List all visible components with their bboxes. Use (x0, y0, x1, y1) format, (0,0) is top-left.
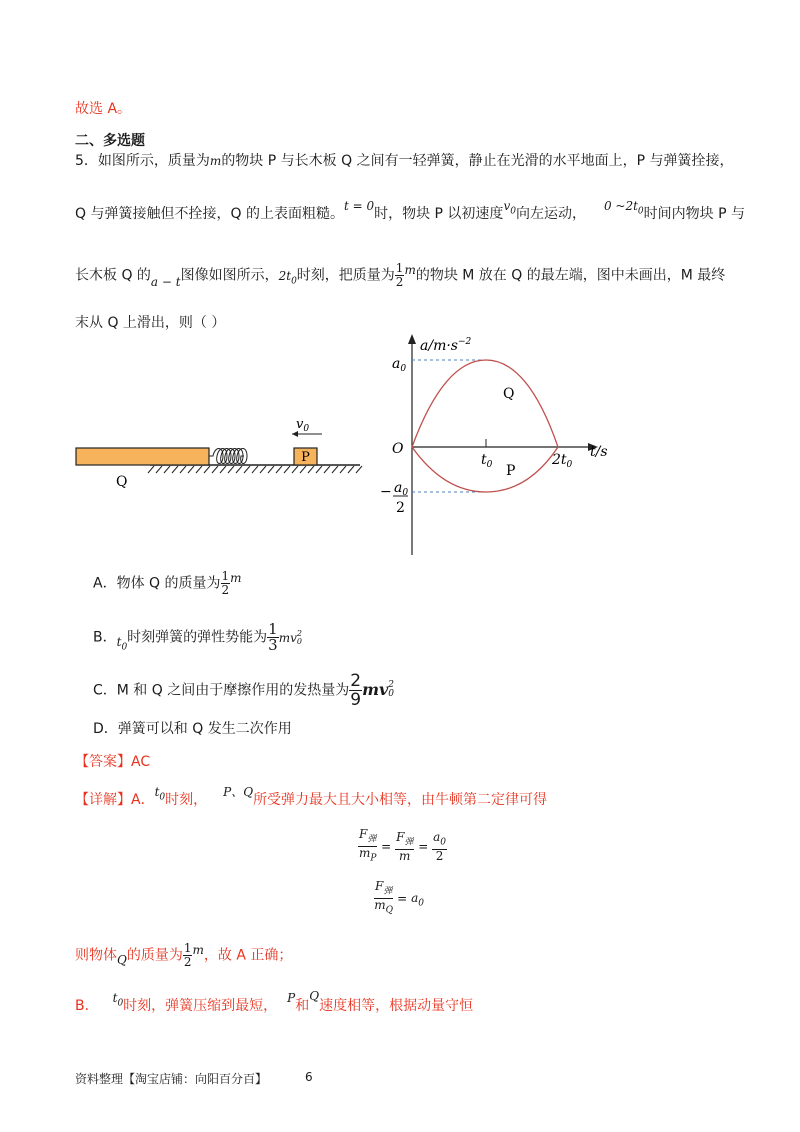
2t0-label: $2t_0$ (552, 452, 573, 470)
spring (209, 449, 247, 464)
a0-label: $a_0$ (392, 356, 407, 374)
page-number: 6 (305, 1070, 313, 1084)
footer-text: 资料整理【淘宝店铺：向阳百分百】 (75, 1072, 268, 1086)
board-q-label: Q (116, 474, 128, 490)
y-axis-label: $a/m\cdot s^{-2}$ (420, 337, 472, 354)
question-line-2: Q 与弹簧接触但不拴接，Q 的上表面粗糙。t = 0时，物块 P 以初速度$v_0$向左运动， 0 $\sim 2t_0$时间内物块 P 与 (75, 199, 745, 222)
q-curve (412, 360, 558, 447)
equation-1: $\frac{F_弹}{m_P}$ = $\frac{F_弹}{m}$ = $\frac{a_0}{2}$ (358, 827, 447, 864)
t0-label: $t_0$ (481, 452, 493, 470)
detail-a: 【详解】A．$t_0$时刻， P、Q所受弹力最大且大小相等，由牛顿第二定律可得 (75, 785, 548, 808)
t-axis-label: t/s (590, 444, 608, 460)
question-line-4: 末从 Q 上滑出，则（ ） (75, 315, 226, 331)
p-curve-label: P (506, 463, 516, 479)
q-curve-label: Q (503, 386, 515, 402)
detail-b: B． $t_0$时刻，弹簧压缩到最短， P和Q速度相等，根据动量守恒 (75, 989, 474, 1014)
option-d: D．弹簧可以和 Q 发生二次作用 (93, 721, 292, 737)
section-title: 二、多选题 (75, 133, 145, 149)
board-q (76, 448, 209, 465)
a-t-graph (370, 330, 630, 555)
origin-label: O (392, 441, 404, 457)
option-b: B．$t_0$时刻弹簧的弹性势能为 $\frac{1}{3}$ mv 2 0 (93, 620, 302, 654)
neg-a0-denominator: 2 (396, 500, 405, 516)
equation-2: $\frac{F_弹}{m_Q}$ = $a_0$ (374, 879, 424, 916)
ground-hatching (148, 466, 362, 473)
option-c: C．M 和 Q 之间由于摩擦作用的发热量为 $\frac{2}{9}$ mv 2 0 (93, 671, 395, 710)
question-line-1: 5．如图所示，质量为m的物块 P 与长木板 Q 之间有一轻弹簧，静止在光滑的水平地面上，P 与弹簧拴接， (75, 153, 734, 169)
answer: 【答案】AC (75, 754, 151, 770)
spring-block-figure (70, 410, 370, 490)
neg-sign: − (380, 484, 392, 500)
option-a: A．物体 Q 的质量为 $\frac{1}{2}$ m (93, 569, 242, 597)
previous-answer: 故选 A。 (75, 101, 132, 117)
conclusion-a: 则物体Q的质量为 $\frac{1}{2}$ m，故 A 正确； (75, 941, 293, 969)
neg-a0-numerator: $a_0$ (394, 480, 409, 498)
question-line-3: 长木板 Q 的a − t图像如图所示，$2t_0$时刻，把质量为 $\frac{1}{2}$ m的物块 M 放在 Q 的最左端，图中未画出，M 最终 (75, 261, 726, 289)
block-p-label: P (301, 450, 310, 465)
v0-label: $v_0$ (296, 417, 310, 434)
y-axis-arrow (408, 334, 416, 344)
